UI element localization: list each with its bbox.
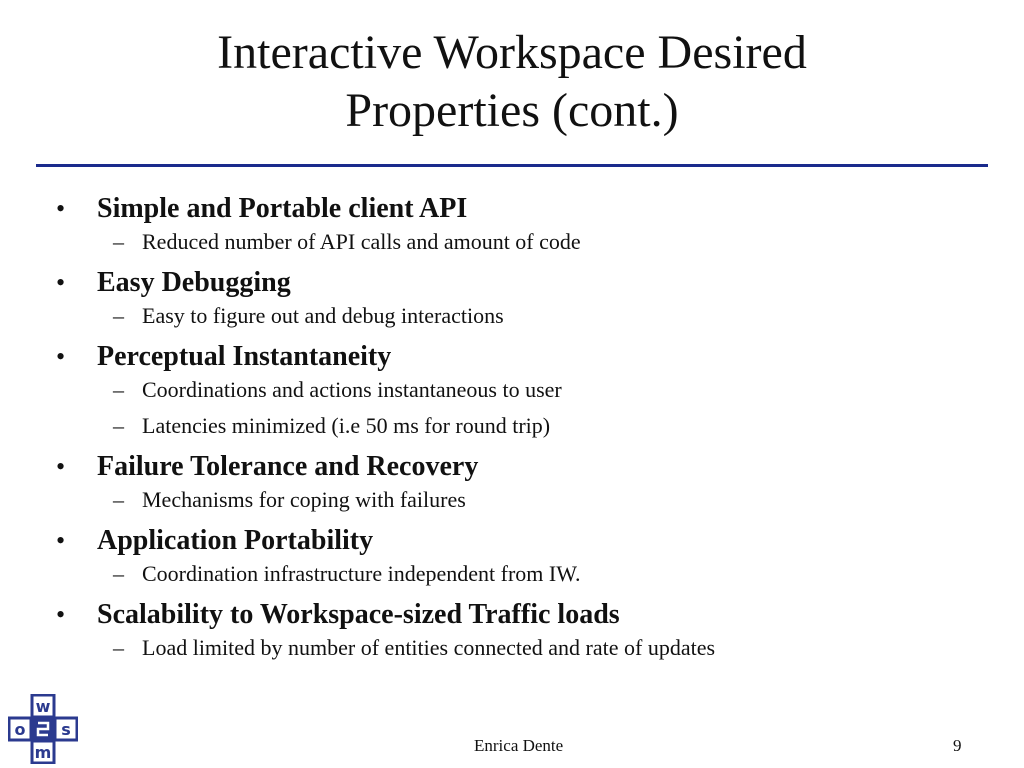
- bullet-marker: •: [56, 268, 66, 297]
- wsm-logo-graphic: [8, 694, 78, 764]
- sub-bullet-marker: –: [113, 303, 124, 328]
- sub-bullet-item: [0, 560, 1024, 596]
- sub-bullet-marker: –: [113, 635, 124, 660]
- bullet-marker: •: [56, 600, 66, 629]
- sub-bullet-text: Mechanisms for coping with failures: [142, 487, 466, 512]
- sub-bullet-text: Latencies minimized (i.e 50 ms for round trip): [142, 413, 551, 438]
- logo-letter-w: w: [35, 697, 51, 716]
- logo-letter-o: o: [14, 720, 26, 739]
- slide-title-line-2: Properties (cont.): [345, 84, 679, 137]
- slide-title: [0, 24, 1024, 140]
- bullet-text: Scalability to Workspace-sized Traffic loads: [97, 599, 620, 630]
- sub-bullet-text: Easy to figure out and debug interactions: [142, 303, 504, 328]
- sub-bullet-marker: –: [113, 229, 124, 254]
- sub-bullet-item: [0, 486, 1024, 522]
- bullet-marker: •: [56, 194, 66, 223]
- logo-letter-m: m: [34, 743, 52, 762]
- sub-bullet-item: [0, 228, 1024, 264]
- title-divider: [36, 164, 988, 167]
- sub-bullet-text: Reduced number of API calls and amount of code: [142, 229, 581, 254]
- sub-bullet-marker: –: [113, 377, 124, 402]
- sub-bullet-item: [0, 302, 1024, 338]
- sub-bullet-item: [0, 412, 1024, 448]
- bullet-list: [0, 190, 1024, 670]
- bullet-text: Perceptual Instantaneity: [97, 341, 392, 372]
- sub-bullet-marker: –: [113, 487, 124, 512]
- wsm-logo-icon: [8, 694, 78, 764]
- bullet-item: [0, 448, 1024, 486]
- footer-author: Enrica Dente: [474, 736, 564, 755]
- bullet-item: [0, 264, 1024, 302]
- bullet-item: [0, 338, 1024, 376]
- bullet-marker: •: [56, 342, 66, 371]
- page-number: 9: [953, 736, 962, 755]
- sub-bullet-item: [0, 376, 1024, 412]
- logo-letter-s: s: [61, 720, 71, 739]
- bullet-text: Failure Tolerance and Recovery: [97, 451, 479, 482]
- sub-bullet-marker: –: [113, 413, 124, 438]
- bullet-item: [0, 190, 1024, 228]
- sub-bullet-text: Load limited by number of entities connected and rate of updates: [142, 635, 716, 660]
- bullet-marker: •: [56, 526, 66, 555]
- slide-title-line-1: Interactive Workspace Desired: [217, 26, 807, 79]
- bullet-item: [0, 596, 1024, 634]
- bullet-text: Simple and Portable client API: [97, 193, 468, 224]
- bullet-item: [0, 522, 1024, 560]
- bullet-text: Easy Debugging: [97, 267, 291, 298]
- bullet-marker: •: [56, 452, 66, 481]
- sub-bullet-marker: –: [113, 561, 124, 586]
- sub-bullet-text: Coordination infrastructure independent from IW.: [142, 561, 581, 586]
- sub-bullet-text: Coordinations and actions instantaneous to user: [142, 377, 562, 402]
- bullet-text: Application Portability: [97, 525, 374, 556]
- sub-bullet-item: [0, 634, 1024, 670]
